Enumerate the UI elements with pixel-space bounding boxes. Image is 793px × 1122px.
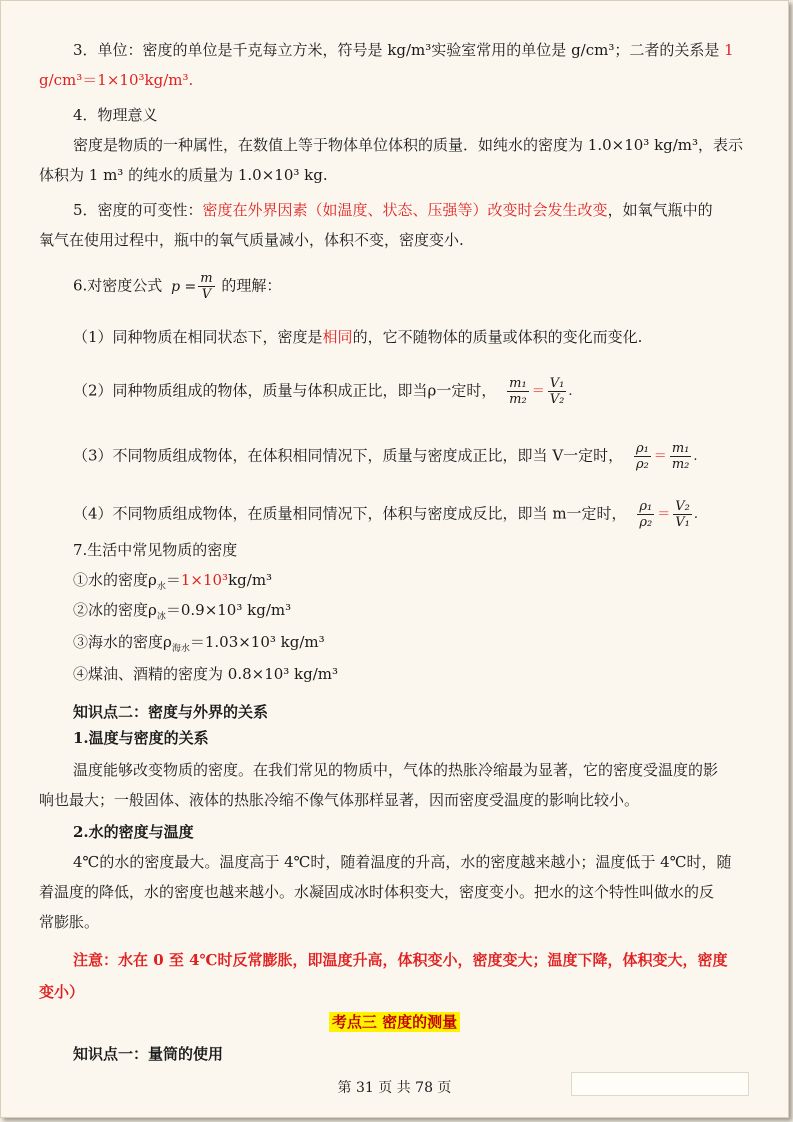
note-line-1: 注意：水在 0 至 4℃时反常膨胀，即温度升高，体积变小，密度变大；温度下降，体积变大，密度 [73,951,728,969]
understanding-item-3 [73,441,788,472]
ratio-den: ρ₂ [635,457,649,472]
water-temp-line-1: 4℃的水的密度最大。温度高于 4℃时，随着温度的升高，水的密度越来越小；温度低于 4℃时，随 [73,853,732,871]
formula-title-tail: 的理解： [221,276,282,295]
ice-value: ＝0.9×10³ kg/m³ [165,601,292,619]
key-point-3-heading-row [1,1011,788,1032]
physical-meaning-title: 4．物理意义 [73,106,158,124]
ratio-eq: ＝ [657,507,671,522]
item1-text: （1）同种物质在相同状态下，密度是 [73,328,323,346]
unit-line-1 [73,39,788,60]
knowledge-point-2-title: 知识点二：密度与外界的关系 [73,703,269,721]
formula-denominator: V [201,287,212,302]
variability-label: 5．密度的可变性： [73,201,203,219]
ratio-num: V₂ [675,499,690,514]
water-value: 1×10³ [180,571,229,589]
physical-meaning-line-1: 密度是物质的一种属性，在数值上等于物体单位体积的质量．如纯水的密度为 1.0×10³ kg/m³，表示 [73,136,744,154]
unit-relation-red: 1 [724,41,734,59]
temperature-line-2: 响也最大；一般固体、液体的热胀冷缩不像气体那样显著，因而密度受温度的影响比较小。 [39,791,640,809]
ratio-den: m₂ [509,392,527,407]
ratio-num: ρ₁ [635,441,649,456]
water-label: ①水的密度ρ [73,571,157,589]
ratio-den: V₂ [549,392,565,407]
note-line-2: 变小） [39,983,85,1001]
unit-line-2: g/cm³＝1×10³kg/m³. [39,71,194,89]
understanding-item-4 [73,499,788,530]
ratio-dot: . [693,507,698,522]
key-point-3-heading: 考点三 密度的测量 [329,1012,460,1032]
ice-sub: 冰 [156,612,166,622]
ice-density [73,599,788,620]
common-densities-title: 7.生活中常见物质的密度 [73,541,238,559]
ratio-mass-volume [505,376,572,407]
water-temp-line-2: 着温度的降低，水的密度也越来越小。水凝固成冰时体积变大，密度变小。把水的这个特性叫做水的反 [39,883,715,901]
understanding-item-2 [73,376,788,407]
seawater-density [73,631,788,652]
physical-meaning-line-2: 体积为 1 m³ 的纯水的质量为 1.0×10³ kg. [39,166,328,184]
sea-sub: 海水 [171,644,190,654]
footer-box [571,1072,749,1096]
ratio-left [507,376,529,407]
temperature-line-1: 温度能够改变物质的密度。在我们常见的物质中，气体的热胀冷缩最为显著，它的密度受温度的影 [73,761,719,779]
formula-title [73,271,788,302]
understanding-item-1 [73,326,788,347]
ratio-den: m₂ [671,457,690,472]
variability-line-2: 氧气在使用过程中，瓶中的氧气质量减小，体积不变，密度变小. [39,231,464,249]
ratio-right [673,499,692,530]
ratio-right [670,441,692,472]
item3-text: （3）不同物质组成物体，在体积相同情况下，质量与密度成正比，即当 V一定时， [73,446,624,465]
ratio-den: ρ₂ [639,515,653,530]
ice-label: ②冰的密度ρ [73,601,157,619]
item4-text: （4）不同物质组成物体，在质量相同情况下，体积与密度成反比，即当 m一定时， [73,504,627,523]
variability-tail: ，如氧气瓶中的 [607,201,713,219]
water-unit: kg/m³ [228,571,273,589]
ratio-eq: ＝ [531,384,545,399]
formula-title-text: 6.对密度公式 [73,276,163,295]
water-sub: 水 [156,582,166,592]
temperature-density-title: 1.温度与密度的关系 [73,729,209,747]
ratio-num: V₁ [549,376,565,391]
variability-line-1 [73,199,788,220]
sea-label: ③海水的密度ρ [73,633,172,651]
formula-lhs: p = [171,278,197,295]
ratio-dot: . [693,449,698,464]
item1-red: 相同 [322,328,353,346]
water-temperature-title: 2.水的密度与温度 [73,823,194,841]
variability-red-text: 密度在外界因素（如温度、状态、压强等）改变时会发生改变 [202,201,608,219]
ratio-left [634,441,651,472]
water-eq: ＝ [165,571,181,589]
ratio-dot: . [568,384,573,399]
water-density [73,569,788,590]
ratio-density-mass [632,441,698,472]
item1-tail: 的，它不随物体的质量或体积的变化而变化. [352,328,643,346]
ratio-num: m₁ [671,441,690,456]
ratio-left [637,499,654,530]
ratio-den: V₁ [675,515,690,530]
item2-text: （2）同种物质组成的物体，质量与体积成正比，即当ρ一定时， [73,381,497,400]
formula-numerator: m [200,271,213,286]
unit-text: 3．单位：密度的单位是千克每立方米，符号是 kg/m³实验室常用的单位是 g/cm³；二者的关系是 [73,41,725,59]
knowledge-point-1-title: 知识点一：量筒的使用 [73,1045,224,1063]
ratio-eq: ＝ [653,449,667,464]
ratio-right [548,376,567,407]
water-temp-line-3: 常膨胀。 [39,913,100,931]
density-formula [198,271,214,302]
page-number: 第 31 页 共 78 页 [337,1080,452,1096]
ratio-density-volume [635,499,698,530]
oil-density: ④煤油、酒精的密度为 0.8×10³ kg/m³ [73,665,339,683]
ratio-num: m₁ [509,376,527,391]
ratio-num: ρ₁ [639,499,653,514]
sea-value: ＝1.03×10³ kg/m³ [189,633,325,651]
